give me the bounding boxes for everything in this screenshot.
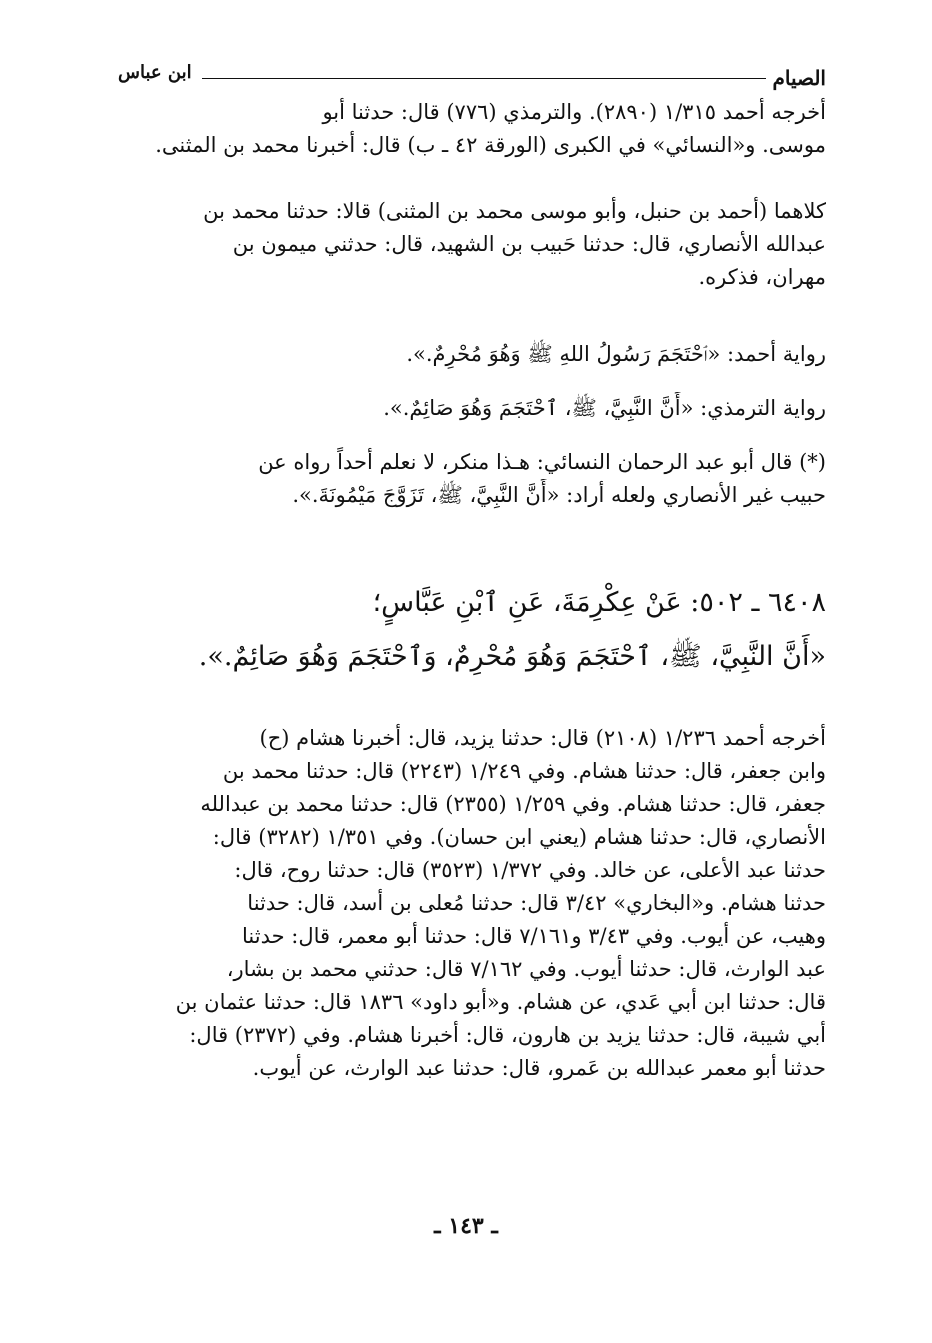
isnad-paragraph [118, 195, 826, 294]
text-line: حدثنا عبد الأعلى، عن خالد. وفي ١/٣٧٢ (٣٥٢٣) قال: حدثنا روح، قال: [234, 858, 826, 882]
text-line: أبي شيبة، قال: حدثنا يزيد بن هارون، قال: أخبرنا هشام. وفي (٢٣٧٢) قال: [189, 1023, 826, 1047]
text-line: أخرجه أحمد ١/٢٣٦ (٢١٠٨) قال: حدثنا يزيد، قال: أخبرنا هشام (ح) [259, 726, 826, 750]
hadith-matn: «أَنَّ النَّبِيَّ، ﷺ، ٱحْتَجَمَ وَهُوَ مُحْرِمٌ، وَٱحْتَجَمَ وَهُوَ صَائِمٌ.». [198, 641, 826, 672]
text-line: عبد الوارث، قال: حدثنا أيوب. وفي ٧/١٦٢ قال: حدثني محمد بن بشار، [226, 957, 826, 981]
footnote-top [118, 96, 826, 162]
text-line: مهران، فذكره. [698, 265, 826, 289]
text-line: وابن جعفر، قال: حدثنا هشام. وفي ١/٢٤٩ (٢٢٤٣) قال: حدثنا محمد بن [222, 759, 826, 783]
text-line: رواية أحمد: «ٱحْتَجَمَ رَسُولُ اللهِ ﷺ وَهُوَ مُحْرِمٌ.». [406, 342, 826, 366]
header-rule [202, 78, 766, 79]
hadith-heading: ٦٤٠٨ ـ ٥٠٢: عَنْ عِكْرِمَةَ، عَنِ ٱبْنِ عَبَّاسٍ؛ [372, 587, 826, 618]
riwaya-ahmad [118, 338, 826, 371]
text-line: جعفر، قال: حدثنا هشام. وفي ١/٢٥٩ (٢٣٥٥) قال: حدثنا محمد بن عبدالله [200, 792, 826, 816]
text-line: عبدالله الأنصاري، قال: حدثنا حَبيب بن الشهيد، قال: حدثني ميمون بن [232, 232, 826, 256]
text-line: أخرجه أحمد ١/٣١٥ (٢٨٩٠). والترمذي (٧٧٦) قال: حدثنا أبو [322, 100, 826, 124]
page-number: ـ ١٤٣ ـ [434, 1213, 498, 1239]
text-line: حدثنا أبو معمر عبدالله بن عَمرو، قال: حدثنا عبد الوارث، عن أيوب. [252, 1056, 826, 1080]
text-line: رواية الترمذي: «أَنَّ النَّبِيَّ، ﷺ، ٱحْتَجَمَ وَهُوَ صَائِمٌ.». [383, 396, 826, 420]
text-line: حبيب غير الأنصاري ولعله أراد: «أَنَّ النَّبِيَّ، ﷺ، تَزَوَّجَ مَيْمُونَةَ.». [292, 483, 826, 507]
takhrij-paragraph [118, 722, 826, 1085]
riwaya-tirmidhi [118, 392, 826, 425]
text-line: الأنصاري، قال: حدثنا هشام (يعني ابن حسان). وفي ١/٣٥١ (٣٢٨٢) قال: [212, 825, 826, 849]
text-line: قال: حدثنا ابن أبي عَدي، عن هشام. و«أبو داود» ١٨٣٦ قال: حدثنا عثمان بن [175, 990, 826, 1014]
text-line: حدثنا هشام. و«البخاري» ٣/٤٢ قال: حدثنا مُعلى بن أسد، قال: حدثنا [247, 891, 826, 915]
text-line: (*) قال أبو عبد الرحمان النسائي: هـذا منكر، لا نعلم أحداً رواه عن [258, 450, 826, 474]
text-line: وهيب، عن أيوب. وفي ٣/٤٣ و٧/١٦١ قال: حدثنا أبو معمر، قال: حدثنا [242, 924, 826, 948]
nasai-note [118, 446, 826, 512]
text-line: موسى. و«النسائي» في الكبرى (الورقة ٤٢ ـ ب) قال: أخبرنا محمد بن المثنى. [155, 133, 826, 157]
text-line: كلاهما (أحمد بن حنبل، وأبو موسى محمد بن المثنى) قالا: حدثنا محمد بن [203, 199, 826, 223]
narrator-title: ابن عباس [118, 62, 192, 83]
hadith-text [118, 576, 826, 684]
running-header [118, 62, 826, 92]
chapter-title: الصيام [772, 66, 826, 90]
